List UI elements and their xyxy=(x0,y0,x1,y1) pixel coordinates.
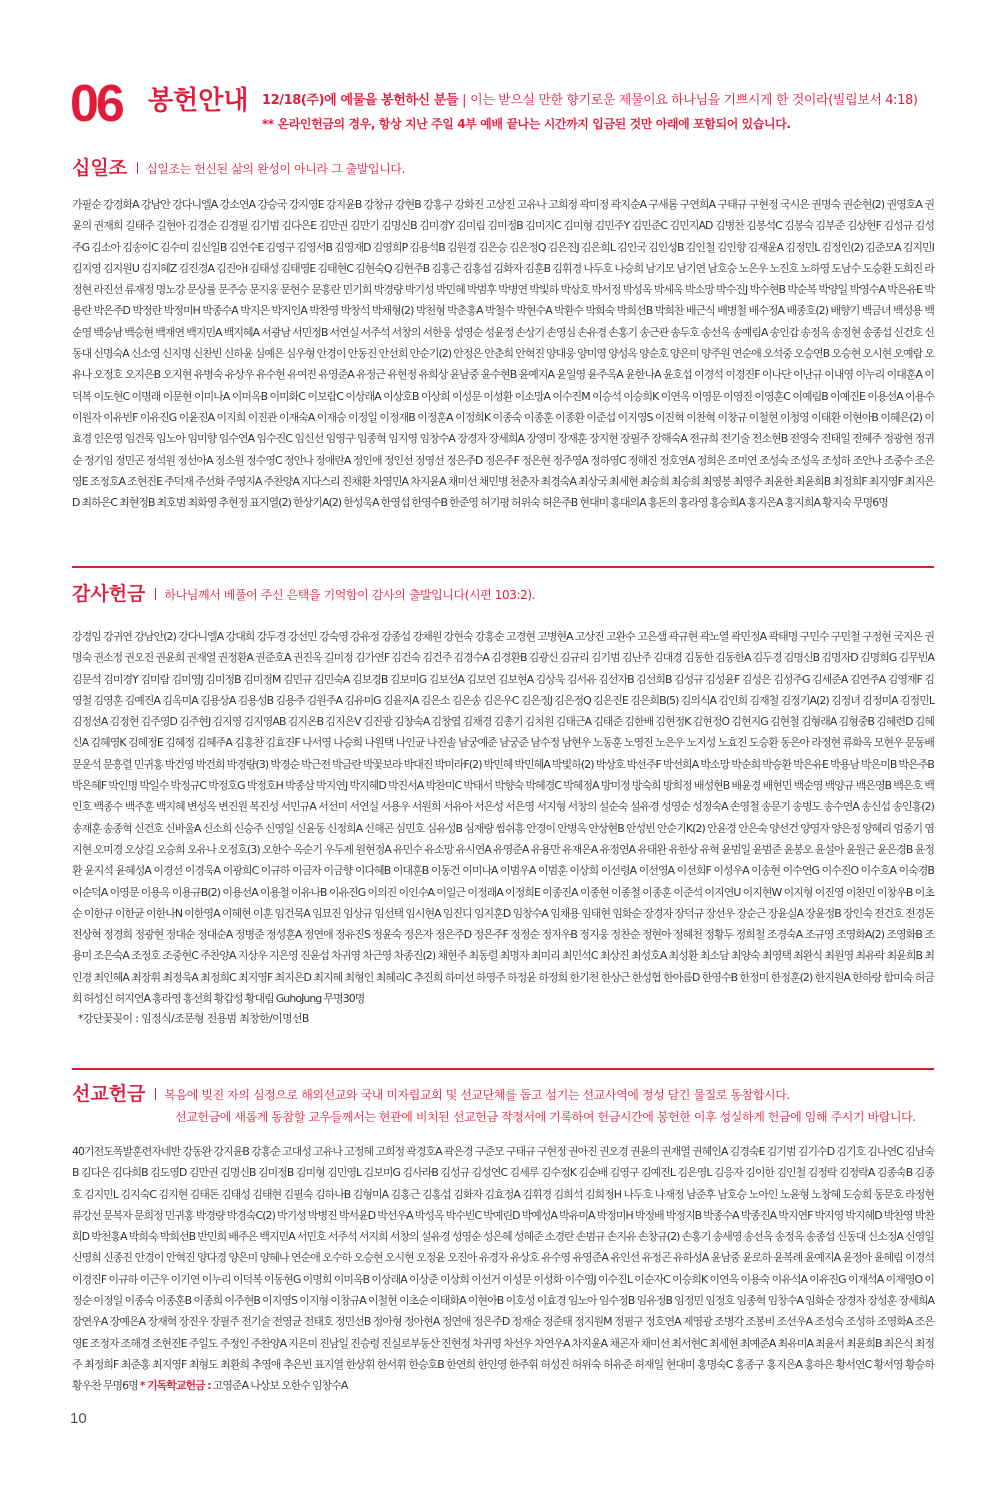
section-divider xyxy=(72,566,934,568)
school-offering-label: * 기독학교헌금 : xyxy=(139,1379,211,1393)
online-offering-notice: ** 온라인헌금의 경우, 항상 지난 주일 4부 예배 끝나는 시간까지 입금된 것만 아래에 포함되어 있습니다. xyxy=(262,117,791,131)
page-number: 10 xyxy=(70,1410,87,1427)
school-offering-names: 고영준A 나상보 오한수 임창수A xyxy=(212,1379,348,1393)
mission-description-2: 선교헌금에 새롭게 동참할 교우들께서는 현관에 비치된 선교헌금 작정서에 기록하여 헌금시간에 봉헌한 이후 성실하게 헌금에 임해 주시기 바랍니다. xyxy=(175,1110,916,1124)
heading-bar xyxy=(155,1088,156,1100)
tithe-description: 십일조는 헌신된 삶의 완성이 아니라 그 출발입니다. xyxy=(146,161,405,176)
thanks-title: 감사헌금 xyxy=(72,583,146,605)
mission-title: 선교헌금 xyxy=(72,1083,146,1105)
flower-note: *강단꽃꽂이 : 임정식/조문형 전용범 최창한/이명선B xyxy=(78,1012,309,1026)
thanks-donor-list: 강경임 강귀연 강남안(2) 강다니엘A 강대희 강두경 강선민 강숙영 강유정 강종섭 강채원 강현숙 강홍순 고경현 고병현A 고상진 고완수 고은샘 곽규현 곽노열 곽민정A 곽태명 구민수 구민철 구정현 국지은 권명숙 권소정 권오진 권윤희 권재열 권정환A 권준호A 권진옥 길미정 김가연F 김건숙 김건주 김경수A 김경환B 김광신 김규리 김기범 김난주 김대경 김동한 김동한A 김두경 김명신B 김명자D 김명희G 김무빈A 김문석 김미경Y 김미람 김미영J 김미정B 김미정M 김민규 김민숙A 김보경B 김보미G 김보선A 김보연 김보현A 김상욱 김서유 김선자B 김선희B 김성규 김성윤F 김성은 김성주G 김세준A 김연주A 김영재F 김영철 김영훈 김예진A 김옥미A 김용상A 김용성B 김용주 김원주A 김유미G 김윤지A 김은소 김은송 김은우C 김은정J 김은정Q 김은진E 김은희B(5) 김의식A 김인희 김재철 김정기A(2) 김정녀 김정미A 김정민L 김정선A 김정현 김주영D 김주현J 김지영 김지영AB 김지온B 김지은V 김진광 김창숙A 김창엽 김채경 김총기 김치원 김태근A 김태준 김한배 김현정K 김현정O 김현지G 김현철 김형래A 김형중B 김혜련D 김혜신A 김혜영K 김혜정E 김혜정 김혜주A 김홍찬 김효진F 나서영 나승희 나원택 나인균 나진솔 남궁예준 남궁준 남수정 남현우 노동훈 노영진 노은우 노지성 노효진 도승환 동은아 라정현 류화옥 모현우 문동배 문운석 문흥렬 민귀홍 박건영 박건희 박경량(3) 박경순 박근전 박금란 박꽃보라 박대진 박미라F(2) 박민혜 박민혜A 박빛하(2) 박상호 박선주F 박선희A 박소망 박순희 박승환 박은유E 박용남 박은미B 박은주B 박은혜F 박인명 박일수 박정규C 박정호G 박정호H 박종삼 박지연J 박지혜D 박진서A 박찬미C 박태서 박향숙 박혜경C 박혜정A 방미정 방숙희 방희정 배성현B 배윤경 배현민 백순영 백양규 백은영B 백은호 백인호 백종수 백주훈 백지혜 변성옥 변진원 복진성 서민규A 서선미 서연실 서용우 서원희 서유아 서은성 서은영 서지형 서창의 설순숙 설유경 성영순 성정숙A 손영철 송문기 송병도 송수연A 송신섭 송인홍(2) 송재훈 송종혁 신건호 신바울A 신소희 신승주 신영일 신윤동 신정희A 신해곤 심민호 심유성B 심재량 썸쉬홍 안경이 안병옥 안상현B 안성빈 안순기K(2) 안윤경 안은숙 양선건 양영자 양은정 양혜리 엄중기 염지현 오미경 오상길 오승희 오유나 오정호(3) 오한수 옥순기 우두제 원현정A 유민수 유소망 유시연A 유영준A 유용만 유재은A 유정연A 유태완 유한상 유혁 윤범일 윤범준 윤봉오 윤설아 윤원근 윤은경B 윤정환 윤지석 윤혜성A 이경선 이경욱A 이광희C 이규하 이금자 이금향 이다혜B 이대훈B 이동건 이미나A 이범우A 이범훈 이상희 이선령A 이선영A 이선희F 이성우A 이송현 이수연G 이수진O 이수호A 이숙경B 이순덕A 이영문 이용옥 이용규B(2) 이용선A 이용철 이유나B 이유진G 이의진 이인수A 이일근 이정래A 이정희E 이종진A 이종현 이종철 이종훈 이준석 이지연U 이지현W 이지형 이진영 이찬민 이창우B 이초순 이한규 이한균 이한나N 이한영A 이혜현 이훈 임건묵A 임묘진 임상규 임선택 임시현A 임진디 임지훈D 임창수A 임채용 임태현 임화순 장경자 장덕규 장선우 장순근 장윤실A 장윤정B 장인숙 전건호 전경돈 전상혁 정경희 정광현 정대순 정대순A 정병준 정성훈A 정연애 정유진S 정윤숙 정은자 정은주D 정은주F 정정순 정지우B 정지웅 정찬순 정현아 정혜천 정황두 정희철 조경숙A 조규영 조영화A(2) 조영화B 조용미 조은숙A 조정호 조중현C 주찬양A 지상우 지은영 진윤섭 차귀영 차근영 차종진(2) 채현주 최동렬 최명자 최미리 최민석C 최상진 최성호A 최성환 최소담 최양숙 최영택 최완식 최원영 최유락 최윤희B 최인경 최인혜A 최장휘 최정욱A 최정희C 최지영F 최지은D 최지혜 최형인 최혜리C 추진희 하미선 하영주 하정윤 하정희 한기천 한상근 한성협 한아름D 한영수B 한정미 한정훈(2) 한지원A 한하랑 함미숙 허금희 허성신 허지연A 홍라영 홍선희 황갑성 황대림 GuhoJung 무명30명 xyxy=(72,630,934,1006)
heading-bar xyxy=(155,588,156,600)
mission-section xyxy=(72,1082,934,1397)
thanks-heading xyxy=(72,582,934,610)
offering-date: 12/18(주)에 예물을 봉헌하신 분들 xyxy=(262,93,459,108)
separator: | xyxy=(462,93,467,108)
page-header xyxy=(70,72,970,142)
thanks-description: 하나님께서 베풀어 주신 은택을 기억함이 감사의 출발입니다(시편 103:2). xyxy=(164,587,536,602)
header-subtitle xyxy=(262,92,918,110)
tithe-donor-list: 가필순 강경화A 강남안 강다니엘A 강소연A 강승국 강지영E 강지윤B 강창규 강현B 강홍구 강화진 고상진 고유나 고희정 곽미정 곽지순A 구새롬 구연희A 구태규 구현정 국시은 권명숙 권순현(2) 권영호A 권윤의 권재희 길태주 길현아 김경순 김경필 김기범 김다은E 김만권 김만기 김명신B 김미경Y 김미림 김미정B 김미지C 김미형 김민주Y 김민준C 김민지AD 김병찬 김봉석C 김봉숙 김부준 김상현F 김성규 김성주G 김소아 김송이C 김수미 김신일B 김연수E 김영구 김영서B 김영재D 김영희P 김용석B 김원경 김은승 김은정Q 김은진J 김은희L 김인국 김인성B 김인철 김인향 김재윤A 김정민L 김정인(2) 김준모A 김지민I 김지영 김지원U 김지혜Z 김진경A 김진아I 김태성 김태영E 김태현C 김현숙Q 김현주B 김홍근 김홍섭 김화자 김훈B 김휘경 나두호 나승희 남기모 남기연 남호승 노은우 노진호 노하영 도남수 도승환 도희진 라정현 라진선 류재정 명노강 문상률 문주승 문지웅 문현수 문홍란 민기희 박경량 박기성 박민혜 박범후 박병연 박빛하 박상호 박서정 박성옥 박세옥 박소망 박수진J 박수현B 박순복 박양일 박영수A 박은유E 박용란 박은주D 박정란 박정미H 박종수A 박지은 박지인A 박찬영 박창석 박채형(2) 박천형 박춘홍A 박철수 박현수A 박환수 박희숙 박희선B 박희찬 배근식 배병철 배수정A 배종호(2) 배향기 백금녀 백성용 백순영 백승남 백승현 백재연 백지민A 백지혜A 서광남 서민정B 서연실 서주석 서창의 서한웅 성영순 성윤정 손상기 손영심 손유경 손홍기 송근관 송두호 송선옥 송예림A 송인갑 송정옥 송정현 송종섭 신건호 신동대 신명숙A 신소영 신지명 신찬빈 신하윤 심예은 심우형 안경이 안동진 안선희 안순기(2) 안정은 안춘희 안혁진 양대웅 양미영 양성옥 양순호 양은미 양주원 연순애 오석중 오승연B 오승현 오시현 오예람 오유나 오정호 오지은B 오지현 유병숙 유상우 유수현 유여진 유영준A 유정근 유현정 유희상 윤남중 윤수현B 윤예지A 윤일영 윤주옥A 윤한나A 윤호섭 이경석 이경진F 이나단 이난규 이내영 이누리 이대훈A 이덕복 이도현C 이명래 이문현 이미나A 이미옥B 이미화C 이보람C 이상래A 이상호B 이상희 이성문 이성환 이소망A 이수진M 이승석 이승희K 이연옥 이영문 이영진 이영훈C 이예림B 이예진E 이용선A 이용수 이원자 이유빈F 이유진G 이윤진A 이지희 이진관 이재숙A 이재승 이정일 이정재B 이정훈A 이정희K 이종숙 이종훈 이종환 이준섭 이지영S 이진혁 이찬혁 이창규 이철현 이청영 이태환 이현아B 이혜은(2) 이효경 인은영 임건묵 임노아 임미향 임수연A 임수진C 임신선 임영구 임종혁 임지영 임창수A 장경자 장세희A 장영미 장재훈 장지현 장필주 장해숙A 전규희 전기술 전소현B 전영숙 전태일 전혜주 정광현 정귀순 정기임 정민곤 정석원 정선아A 정소원 정수영C 정안나 정애란A 정인애 정인선 정영선 정은주D 정은주F 정은현 정주영A 정하영C 정해진 정호연A 정희은 조미연 조성숙 조성옥 조성하 조안나 조중수 조은영E 조정호A 조현진E 주덕재 주선화 주영지A 주찬양A 지다스리 진채환 차영민A 차지윤A 채미선 채민병 천춘자 최경숙A 최상국 최세현 최승희 최승희 최영봉 최영주 최윤한 최윤희B 최정희F 최지영F 최지은D 최하은C 최현정B 최호범 최화영 추현정 표지열(2) 한상기A(2) 한성욱A 한영섭 한영수B 한준영 허기평 허위숙 허은주B 현대미 홍대의A 홍돈의 홍라영 홍승희A 홍지은A 홍지희A 황지숙 무명6명 xyxy=(72,198,934,510)
mission-names: 40기전도폭발훈련자네반 강동완 강지윤B 강홍순 고대성 고유나 고정혜 고희정 곽경호A 곽은경 구준모 구태규 구현정 권아진 권오경 권윤의 권재열 권혜인A 김경숙E 김기범 김기수D 김기호 김나연C 김남숙B 김다은 김다희B 김도영D 김만권 김명신B 김미정B 김미형 김민영L 김보미G 김사라B 김성규 김성연C 김세루 김수정K 김순배 김영구 김예진L 김은영L 김응자 김이한 김인철 김정락 김정락A 김종숙B 김종호 김지민L 김지숙C 김지현 김태돈 김태성 김태현 김필숙 김하나B 김형미A 김홍근 김홍섭 김화자 김효정A 김휘경 김희석 김희정H 나두호 나재정 남준후 남호승 노아인 노윤형 노창혜 도승희 동문호 라정현 류강선 문복자 문희정 민귀홍 박경량 박경숙C(2) 박기성 박병진 박서윤D 박선우A 박성옥 박수빈C 박예린D 박예성A 박유미A 박정미H 박정배 박정지B 박종수A 박종진A 박지연F 박지영 박지혜D 박찬영 박찬희D 박천홍A 박희숙 박희선B 반민희 배주은 백지민A 서민호 서주석 서지희 서창의 설유경 성영순 성은혜 성혜준 소경란 손범규 손지유 손창규(2) 손홍기 송새영 송선옥 송정옥 송종섭 신동대 신소정A 신영일 신영희 신종진 안경이 안혁진 양다경 양은미 양혜나 연순애 오수하 오승현 오시현 오정윤 오진아 유경자 유상호 유수영 유영준A 유인선 유정곤 유하성A 윤남중 윤로하 윤복례 윤예지A 윤정아 윤혜림 이경석 이경진F 이규하 이근우 이기연 이누리 이덕복 이동현G 이명희 이미옥B 이상래A 이상준 이상희 이선거 이성문 이성화 이수영J 이수진L 이순자C 이승희K 이연옥 이용숙 이유석A 이유진G 이재석A 이재영O 이정순 이정일 이종숙 이종훈B 이종희 이주현B 이지영S 이지형 이창규A 이철현 이초순 이태화A 이현아B 이호성 이효경 임노아 임수정B 임유정B 임정민 임정호 임종혁 임창수A 임화순 장경자 장성훈 장세희A 장연우A 장예은A 장재혁 장진우 장필주 전기술 전영균 전태호 정민선B 정아형 정아현A 정연애 정은주D 정재순 정준태 정지원M 정필구 정호연A 제영광 조병각 조봉비 조선우A 조성숙 조성하 조영화A 조은영E 조정자 조해경 조현진E 주일도 주정인 주찬양A 지은미 진남일 진승령 진실로부동산 진현정 차귀영 차선우 차연우A 차지윤A 채곤자 채미선 최서현C 최세현 최예준A 최유미A 최윤서 최윤희B 최은식 최정주 최정희F 최준홍 최지영F 최형도 최환희 추영애 추은빈 표지열 한상휘 한서휘 한승호B 한연희 한인영 한주휘 허성진 허위숙 허유준 허재일 현대미 홍명숙C 홍종구 홍지은A 홍하은 황서연C 황서영 황승하 황우찬 무명6명 xyxy=(72,1145,934,1393)
scripture-quote: 이는 받으실 만한 향기로운 제물이요 하나님을 기쁘시게 한 것이라(빌립보서 4:18) xyxy=(470,93,918,108)
heading-bar xyxy=(137,162,138,174)
tithe-title: 십일조 xyxy=(72,157,128,179)
section-divider xyxy=(72,1068,934,1070)
mission-heading xyxy=(72,1082,934,1110)
page-title: 봉헌안내 xyxy=(148,86,249,116)
tithe-heading xyxy=(72,156,934,184)
mission-description: 복음에 빚진 자의 심정으로 해외선교와 국내 미자립교회 및 선교단체를 돕고 섬기는 선교사역에 정성 담긴 물질로 동참합시다. xyxy=(164,1087,790,1102)
tithe-section xyxy=(72,156,934,513)
thanks-section xyxy=(72,582,934,1028)
section-number: 06 xyxy=(70,75,122,133)
mission-donor-list xyxy=(72,1141,934,1397)
